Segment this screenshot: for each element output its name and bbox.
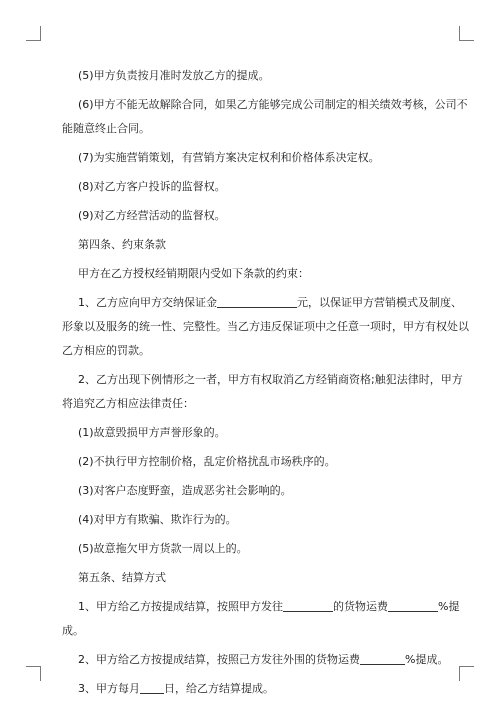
crop-mark-top-right — [459, 26, 474, 41]
settle-3-text-b: 日，给乙方结算提成。 — [164, 682, 274, 695]
violation-item-1: (1)故意毁损甲方声誉形象的。 — [78, 426, 226, 439]
settle-1-text-b: 的货物运费 — [333, 600, 388, 613]
violation-item-3: (3)对客户态度野蛮，造成恶劣社会影响的。 — [78, 484, 292, 497]
article-5-clause-2 — [62, 648, 447, 672]
item-6-line1: (6)甲方不能无故解除合同，如果乙方能够完成公司制定的相关绩效考核，公司不 — [78, 98, 468, 111]
clause-1-text-b: 元，以保证甲方营销模式及制度、 — [297, 296, 462, 309]
crop-mark-bottom-left — [26, 666, 41, 681]
item-6-paragraph — [62, 93, 468, 141]
settle-2-text-a: 2、甲方给乙方按提成结算，按照己方发往外围的货物运费 — [78, 653, 360, 666]
settle-2-text-b: %提成。 — [405, 653, 449, 666]
crop-mark-bottom-right — [459, 666, 474, 681]
destination-blank — [283, 599, 333, 612]
article-5-heading: 第五条、结算方式 — [78, 571, 166, 584]
violation-item-4: (4)对甲方有欺骗、欺诈行为的。 — [78, 513, 237, 526]
settle-1-text-c: %提 — [438, 600, 460, 613]
clause-2-line2: 将追究乙方相应法律责任： — [62, 397, 194, 410]
article-4-intro: 甲方在乙方授权经销期限内受如下条款的约束： — [78, 267, 309, 280]
item-5-line: (5)甲方负责按月准时发放乙方的提成。 — [78, 69, 270, 82]
document-page — [62, 64, 469, 706]
clause-1-line2: 形象以及服务的统一性、完整性。当乙方违反保证项中之任意一项时，甲方有权处以 — [62, 320, 469, 333]
violation-item-2: (2)不执行甲方控制价格，乱定价格扰乱市场秩序的。 — [78, 455, 336, 468]
item-6-line2: 能随意终止合同。 — [62, 122, 150, 135]
clause-1-line3: 乙方相应的罚款。 — [62, 344, 150, 357]
violation-item-5: (5)故意拖欠甲方货款一周以上的。 — [78, 542, 248, 555]
article-4-clause-1 — [62, 291, 469, 363]
settlement-day-blank — [140, 681, 164, 694]
item-9-line: (9)对乙方经营活动的监督权。 — [78, 209, 226, 222]
settle-1-text-a: 1、甲方给乙方按提成结算，按照甲方发往 — [78, 600, 283, 613]
settle-1-line2: 成。 — [62, 624, 84, 637]
deposit-amount-blank — [217, 295, 297, 308]
clause-2-line1: 2、乙方出现下例情形之一者，甲方有权取消乙方经销商资格;触犯法律时，甲方 — [78, 373, 463, 386]
crop-mark-top-left — [26, 26, 41, 41]
article-5-clause-3 — [62, 677, 447, 701]
outer-freight-percent-blank — [360, 652, 405, 665]
item-7-line: (7)为实施营销策划，有营销方案决定权利和价格体系决定权。 — [78, 151, 380, 164]
article-4-heading: 第四条、约束条款 — [78, 238, 166, 251]
article-5-clause-1 — [62, 595, 460, 643]
item-8-line: (8)对乙方客户投诉的监督权。 — [78, 180, 226, 193]
settle-3-text-a: 3、甲方每月 — [78, 682, 140, 695]
article-4-clause-2 — [62, 368, 463, 416]
freight-percent-blank — [388, 599, 438, 612]
clause-1-text-a: 1、乙方应向甲方交纳保证金 — [78, 296, 217, 309]
